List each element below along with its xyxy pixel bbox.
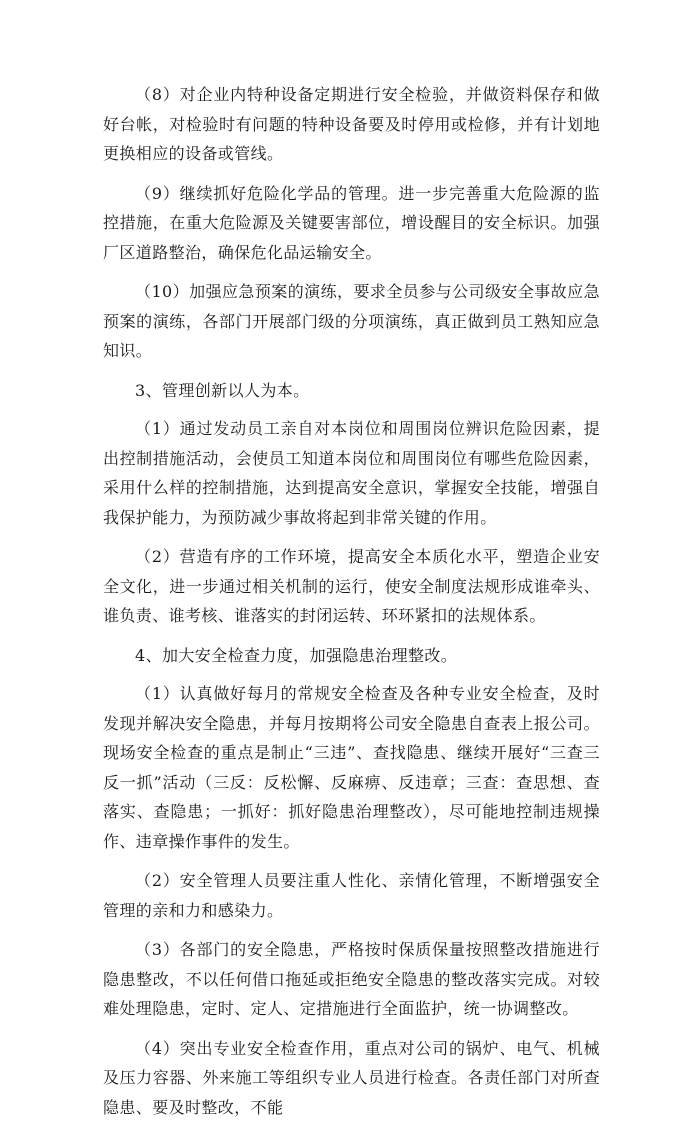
paragraph-4-1: （1）认真做好每月的常规安全检查及各种专业安全检查，及时发现并解决安全隐患，并每月按期将公司安全隐患自查表上报公司。现场安全检查的重点是制止“三违”、查找隐患、继续开展好“三查三反一抓”活动（三反：反松懈、反麻痹、反违章；三查：查思想、查落实、查隐患；一抓好：抓好隐患治理整改），尽可能地控制违规操作、违章操作事件的发生。 — [103, 684, 600, 851]
paragraph-3-2: （2）营造有序的工作环境，提高安全本质化水平，塑造企业安全文化，进一步通过相关机制的运行，使安全制度法规形成谁牵头、谁负责、谁考核、谁落实的封闭运转、环环紧扣的法规体系。 — [103, 547, 600, 625]
paragraph-item-9: （9）继续抓好危险化学品的管理。进一步完善重大危险源的监控措施，在重大危险源及关键要害部位，增设醒目的安全标识。加强厂区道路整治，确保危化品运输安全。 — [103, 183, 600, 262]
paragraph-4-3: （3）各部门的安全隐患，严格按时保质保量按照整改措施进行隐患整改，不以任何借口拖延或拒绝安全隐患的整改落实完成。对较难处理隐患，定时、定人、定措施进行全面监护，统一协调整改。 — [103, 940, 600, 1018]
paragraph-item-10: （10）加强应急预案的演练，要求全员参与公司级安全事故应急预案的演练，各部门开展部门级的分项演练，真正做到员工熟知应急知识。 — [103, 282, 600, 360]
document-body — [103, 80, 600, 1132]
paragraph-4-4: （4）突出专业安全检查作用，重点对公司的锅炉、电气、机械及压力容器、外来施工等组织专业人员进行检查。各责任部门对所查隐患、要及时整改，不能 — [103, 1038, 600, 1117]
paragraph-3-1: （1）通过发动员工亲自对本岗位和周围岗位辨识危险因素，提出控制措施活动，会使员工知道本岗位和周围岗位有哪些危险因素，采用什么样的控制措施，达到提高安全意识，掌握安全技能，增强自我保护能力，为预防减少事故将起到非常关键的作用。 — [103, 419, 600, 527]
paragraph-item-8: （8）对企业内特种设备定期进行安全检验，并做资料保存和做好台帐，对检验时有问题的特种设备要及时停用或检修，并有计划地更换相应的设备或管线。 — [103, 85, 600, 163]
section-heading-4: 4、加大安全检查力度，加强隐患治理整改。 — [135, 645, 458, 665]
section-heading-3: 3、管理创新以人为本。 — [135, 380, 310, 400]
paragraph-4-2: （2）安全管理人员要注重人性化、亲情化管理，不断增强安全管理的亲和力和感染力。 — [103, 871, 600, 920]
